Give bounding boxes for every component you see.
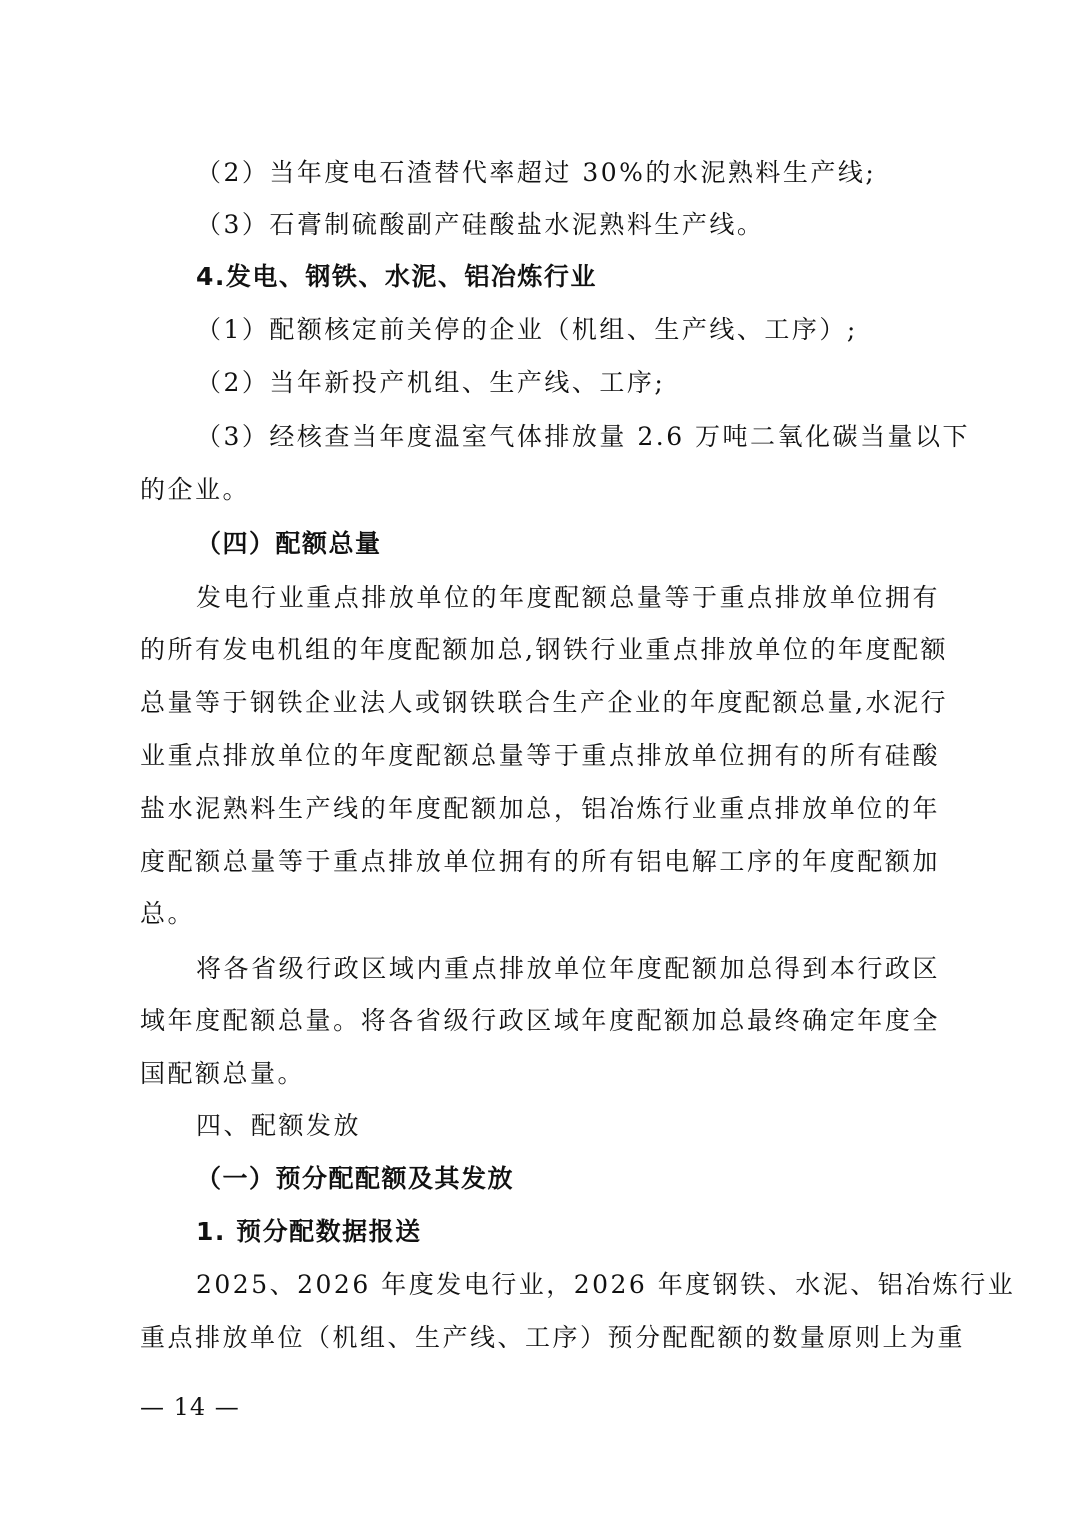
paragraph-line: 的所有发电机组的年度配额加总,钢铁行业重点排放单位的年度配额: [140, 635, 948, 664]
paragraph-line: 2025、2026 年度发电行业，2026 年度钢铁、水泥、铝冶炼行业: [196, 1270, 1016, 1299]
paragraph-continuation: 的企业。: [140, 475, 251, 504]
page-number: — 14 —: [140, 1393, 240, 1421]
paragraph-line: 盐水泥熟料生产线的年度配额加总，铝冶炼行业重点排放单位的年: [140, 794, 940, 823]
list-item-1-shutdown: （1）配额核定前关停的企业（机组、生产线、工序）;: [196, 315, 858, 344]
section-heading-quota-total: （四）配额总量: [196, 529, 382, 558]
list-item-2-new: （2）当年新投产机组、生产线、工序;: [196, 368, 666, 397]
list-item-3-gypsum: （3）石膏制硫酸副产硅酸盐水泥熟料生产线。: [196, 210, 765, 239]
list-item-3-emission-threshold: （3）经核查当年度温室气体排放量 2.6 万吨二氧化碳当量以下: [196, 422, 971, 451]
paragraph-line: 业重点排放单位的年度配额总量等于重点排放单位拥有的所有硅酸: [140, 741, 940, 770]
list-item-2-carbide-slag: （2）当年度电石渣替代率超过 30%的水泥熟料生产线;: [196, 158, 877, 187]
paragraph-line: 度配额总量等于重点排放单位拥有的所有铝电解工序的年度配额加: [140, 847, 940, 876]
paragraph-line: 总。: [140, 899, 196, 928]
chapter-heading-4: 四、配额发放: [196, 1111, 362, 1140]
paragraph-line: 总量等于钢铁企业法人或钢铁联合生产企业的年度配额总量,水泥行: [140, 688, 948, 717]
section-heading-pre-allocation: （一）预分配配额及其发放: [196, 1164, 515, 1193]
section-heading-4: 4.发电、钢铁、水泥、铝冶炼行业: [196, 262, 597, 291]
subsection-heading-1: 1. 预分配数据报送: [196, 1217, 422, 1246]
paragraph-line: 发电行业重点排放单位的年度配额总量等于重点排放单位拥有: [196, 583, 940, 612]
paragraph-line: 域年度配额总量。将各省级行政区域年度配额加总最终确定年度全: [140, 1006, 940, 1035]
paragraph-line: 重点排放单位（机组、生产线、工序）预分配配额的数量原则上为重: [140, 1323, 966, 1352]
paragraph-line: 将各省级行政区域内重点排放单位年度配额加总得到本行政区: [196, 954, 940, 983]
paragraph-line: 国配额总量。: [140, 1059, 306, 1088]
